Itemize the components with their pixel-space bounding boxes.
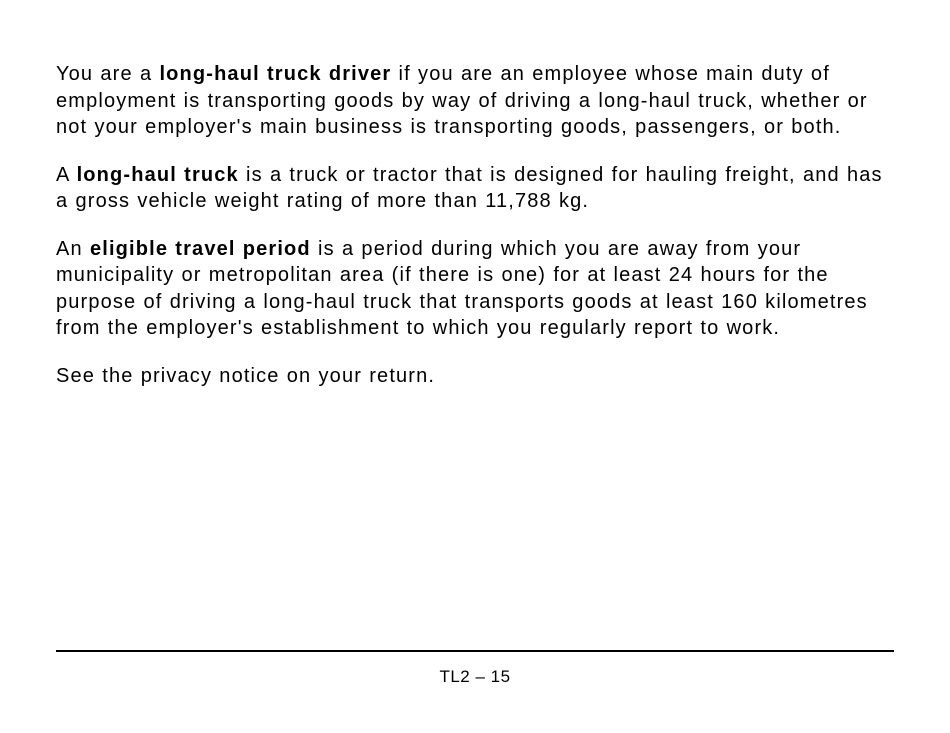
footer-divider xyxy=(56,650,894,652)
definition-long-haul-truck xyxy=(56,162,896,215)
privacy-notice: See the privacy notice on your return. xyxy=(56,364,436,387)
paragraph-text: A xyxy=(56,163,77,186)
document-body xyxy=(56,61,896,410)
defined-term: eligible travel period xyxy=(89,237,311,260)
paragraph-text: if you are an employee whose main duty of employment is transporting goods by way of driving a long-haul truck, whether or not your employer's main business is transporting goods, passengers, or both. xyxy=(56,63,868,138)
paragraph-text: is a period during which you are away from your municipality or metropolitan area (if there is one) for at least 24 hours for the purpose of driving a long-haul truck that transports goods at least 160 kilometres from the employer's establishment to which you regularly report to work. xyxy=(56,237,868,339)
definition-eligible-travel-period xyxy=(56,236,896,342)
defined-term: long-haul truck driver xyxy=(159,63,392,85)
page-number: TL2 – 15 xyxy=(439,667,511,686)
paragraph-text: You are a xyxy=(56,63,160,85)
definition-long-haul-truck-driver xyxy=(56,61,896,141)
paragraph-text: An xyxy=(56,237,90,260)
defined-term: long-haul truck xyxy=(76,163,239,186)
paragraph-text: is a truck or tractor that is designed for hauling freight, and has a gross vehicle weight rating of more than 11,788 kg. xyxy=(56,163,883,212)
